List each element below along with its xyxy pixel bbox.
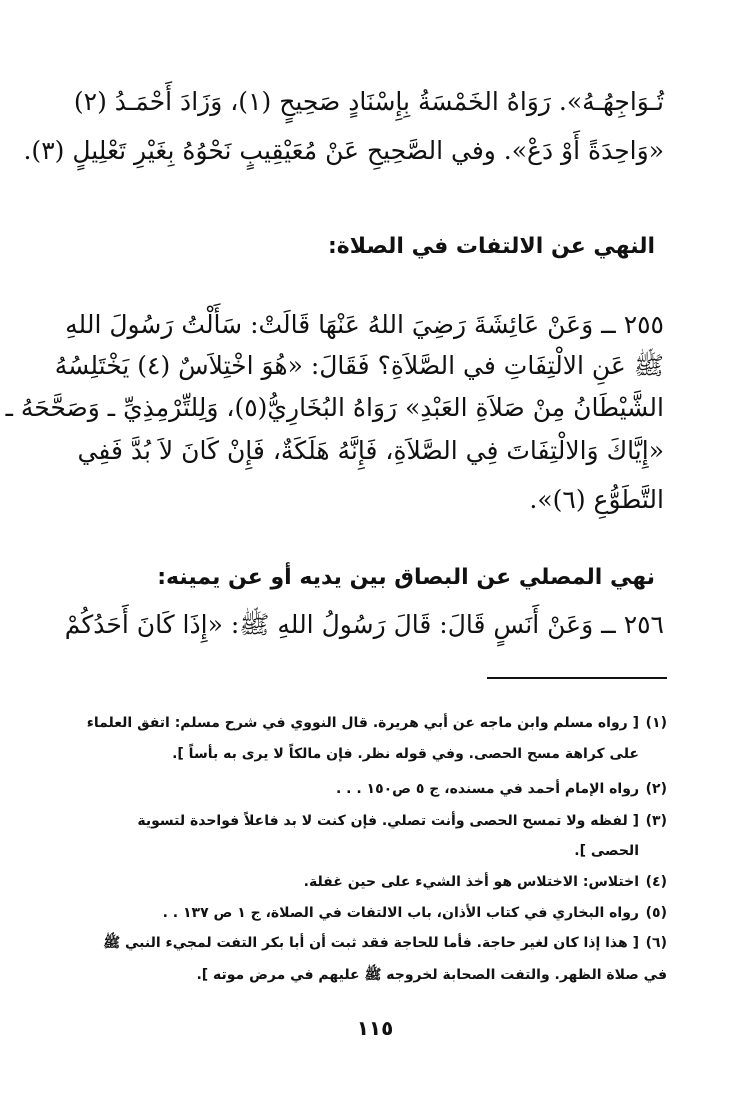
footnote	[77, 930, 667, 956]
footnote-number: (٥)	[645, 905, 667, 921]
footnote-text: [ هذا إذا كان لغير حاجة. فأما للحاجة فقد ثبت أن أبا بكر التفت لمجيء النبي ﷺ	[103, 935, 639, 951]
section-heading: نهي المصلي عن البصاق بين يديه أو عن يمينه:	[157, 565, 655, 590]
footnote-divider	[487, 677, 667, 679]
page-number: ١١٥	[356, 1016, 394, 1040]
footnote-continuation: على كراهة مسح الحصى. وفي قوله نظر. فإن مالكاً لا يرى به بأساً ].	[172, 746, 639, 762]
footnote	[77, 808, 667, 834]
footnote-number: (١)	[645, 715, 667, 731]
footnote-continuation: الحصى ].	[574, 843, 639, 859]
footnote	[77, 710, 667, 736]
footnote-text: رواه البخاري في كتاب الأذان، باب الالتفات في الصلاة، ج ١ ص ١٣٧ . .	[162, 905, 639, 921]
hadith-line: التَّطَوُّعِ (٦)».	[529, 485, 664, 514]
footnote-continuation: في صلاة الظهر. والتفت الصحابة لخروجه ﷺ عليهم في مرض موته ].	[196, 967, 667, 983]
hadith-line: الشَّيْطَانُ مِنْ صَلاَةِ العَبْدِ» رَوَاهُ البُخَارِيُّ(٥)، وَلِلتِّرْمِذِيِّ ـ وَصَحَّحَهُ ـ	[5, 393, 664, 422]
footnote	[77, 776, 667, 802]
footnote-text: اختلاس: الاختلاس هو أخذ الشيء على حين غفلة.	[303, 874, 639, 890]
footnote	[77, 900, 667, 926]
hadith-line: ٢٥٥ ــ وَعَنْ عَائِشَةَ رَضِيَ اللهُ عَنْهَا قَالَتْ: سَأَلْتُ رَسُولَ اللهِ	[65, 310, 664, 339]
footnote-number: (٤)	[645, 874, 667, 890]
section-heading: النهي عن الالتفات في الصلاة:	[327, 234, 655, 259]
footnote-text: [ لفظه ولا تمسح الحصى وأنت تصلي. فإن كنت لا بد فاعلاً فواحدة لتسوية	[137, 813, 639, 829]
body-line: تُـوَاجِهُـهُ». رَوَاهُ الخَمْسَةُ بِإِسْنَادٍ صَحِيحٍ (١)، وَزَادَ أَحْمَـدُ (٢)	[73, 87, 664, 116]
footnote-number: (٣)	[645, 813, 667, 829]
footnote-number: (٢)	[645, 781, 667, 797]
hadith-line: «إِيَّاكَ وَالالْتِفَاتَ فِي الصَّلاَةِ، فَإِنَّهُ هَلَكَةٌ، فَإِنْ كَانَ لاَ بُدَّ فَفِي	[77, 436, 664, 465]
footnote-text: رواه الإمام أحمد في مسنده، ج ٥ ص١٥٠ . . .	[335, 781, 639, 797]
footnote	[77, 869, 667, 895]
body-line: «وَاحِدَةً أَوْ دَعْ». وفي الصَّحِيحِ عَنْ مُعَيْقِيبٍ نَحْوُهُ بِغَيْرِ تَعْلِيلٍ (٣).	[23, 136, 664, 165]
footnote-text: [ رواه مسلم وابن ماجه عن أبي هريرة. قال النووي في شرح مسلم: اتفق العلماء	[86, 715, 639, 731]
footnote-number: (٦)	[645, 935, 667, 951]
hadith-line: ٢٥٦ ــ وَعَنْ أَنَسٍ قَالَ: قَالَ رَسُولُ اللهِ ﷺ: «إِذَا كَانَ أَحَدُكُمْ	[64, 610, 664, 639]
hadith-line: ﷺ عَنِ الالْتِفَاتِ في الصَّلاَةِ؟ فَقَالَ: «هُوَ اخْتِلاَسٌ (٤) يَخْتَلِسُهُ	[54, 351, 664, 380]
